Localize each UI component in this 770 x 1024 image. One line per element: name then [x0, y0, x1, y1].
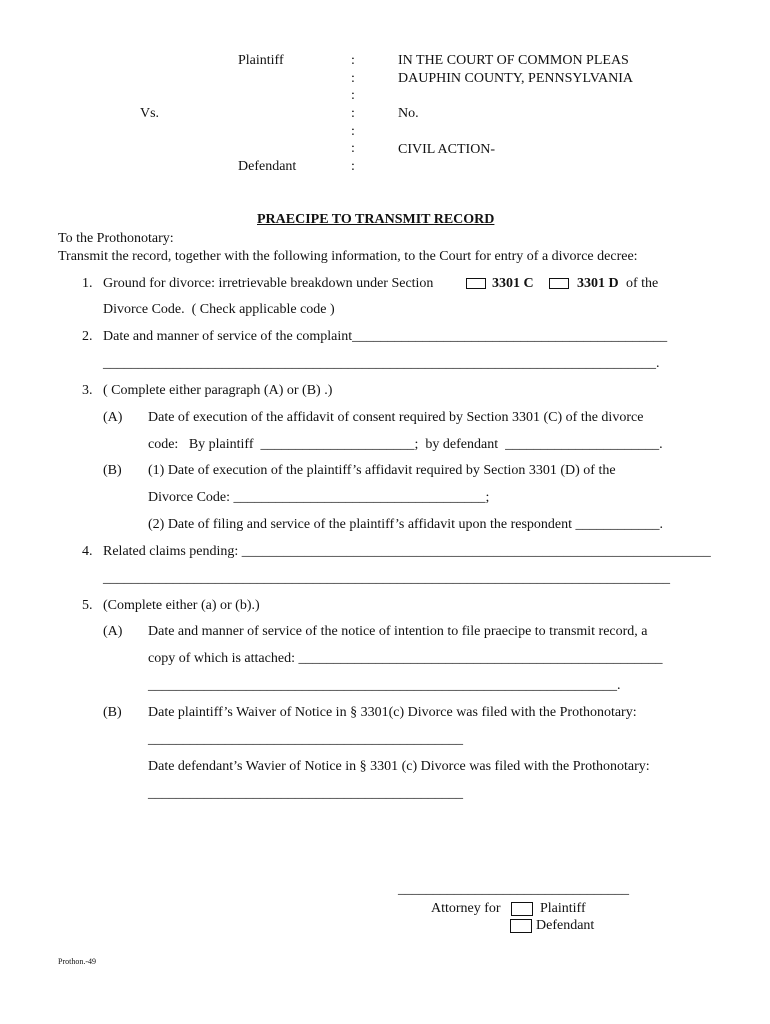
item-5a-text: Date and manner of service of the notice of intention to file praecipe to transmit record, a — [148, 624, 648, 639]
intro-salutation: To the Prothonotary: — [58, 231, 174, 246]
attorney-for-label: Attorney for — [431, 901, 501, 916]
item-2-number: 2. — [82, 329, 93, 344]
vs-label: Vs. — [140, 106, 160, 121]
related-claims-field-line2[interactable]: _________________________________________________________________________________ — [103, 571, 670, 586]
item-5-number: 5. — [82, 598, 93, 613]
notice-service-field[interactable]: copy of which is attached: ____________________________________________________ — [148, 651, 663, 666]
item-3b-label: (B) — [103, 463, 122, 478]
item-5b-label: (B) — [103, 705, 122, 720]
section-3301d-checkbox[interactable] — [549, 278, 569, 289]
attorney-for-defendant-checkbox[interactable] — [510, 919, 532, 933]
item-5b-text: Date plaintiff’s Waiver of Notice in § 3301(c) Divorce was filed with the Prothonotary: — [148, 705, 637, 720]
defendant-label: Defendant — [238, 159, 297, 174]
defendant-waiver-date-field[interactable]: _____________________________________________ — [148, 786, 463, 801]
case-number-label: No. — [398, 106, 419, 121]
form-id: Prothon.-49 — [58, 957, 96, 966]
section-3301c-label: 3301 C — [492, 276, 534, 291]
item-5a-label: (A) — [103, 624, 123, 639]
plaintiff-label: Plaintiff — [238, 53, 284, 68]
plaintiff-affidavit-date-field[interactable]: Divorce Code: ____________________________________; — [148, 490, 490, 505]
item-5-text: (Complete either (a) or (b).) — [103, 598, 260, 613]
civil-action-label: CIVIL ACTION- — [398, 142, 496, 157]
section-3301c-checkbox[interactable] — [466, 278, 486, 289]
plaintiff-waiver-date-field[interactable]: _____________________________________________ — [148, 732, 463, 747]
notice-service-field-line2[interactable]: ___________________________________________________________________. — [148, 678, 621, 693]
related-claims-field[interactable]: Related claims pending: ___________________________________________________________________ — [103, 544, 711, 559]
complaint-service-field[interactable]: Date and manner of service of the complaint_____________________________________________ — [103, 329, 668, 344]
item-1-number: 1. — [82, 276, 93, 291]
attorney-for-defendant-label: Defendant — [536, 918, 595, 933]
court-name-line2: DAUPHIN COUNTY, PENNSYLVANIA — [398, 71, 634, 86]
complaint-service-field-line2[interactable]: _______________________________________________________________________________. — [103, 356, 660, 371]
item-3-text: ( Complete either paragraph (A) or (B) .) — [103, 383, 333, 398]
item-3a-text: Date of execution of the affidavit of consent required by Section 3301 (C) of the divorce — [148, 410, 644, 425]
item-5b-defendant-text: Date defendant’s Wavier of Notice in § 3301 (c) Divorce was filed with the Prothonotary: — [148, 759, 650, 774]
page-title: PRAECIPE TO TRANSMIT RECORD — [257, 212, 495, 227]
consent-affidavit-dates-field[interactable]: code: By plaintiff ______________________; by defendant ______________________. — [148, 437, 663, 452]
court-name-line1: IN THE COURT OF COMMON PLEAS — [398, 53, 629, 68]
attorney-for-plaintiff-checkbox[interactable] — [511, 902, 533, 916]
item-1-line2: Divorce Code. ( Check applicable code ) — [103, 302, 335, 317]
item-4-number: 4. — [82, 544, 93, 559]
item-1-text: Ground for divorce: irretrievable breakdown under Section — [103, 276, 434, 291]
item-3-number: 3. — [82, 383, 93, 398]
attorney-signature-line[interactable]: _________________________________ — [398, 882, 629, 897]
intro-instruction: Transmit the record, together with the following information, to the Court for entry of a divorce decree: — [58, 249, 638, 264]
item-3a-label: (A) — [103, 410, 123, 425]
attorney-for-plaintiff-label: Plaintiff — [540, 901, 586, 916]
item-1-text-end: of the — [626, 276, 659, 291]
affidavit-filing-date-field[interactable]: (2) Date of filing and service of the plaintiff’s affidavit upon the respondent ____________. — [148, 517, 664, 532]
item-3b-text: (1) Date of execution of the plaintiff’s affidavit required by Section 3301 (D) of the — [148, 463, 616, 478]
section-3301d-label: 3301 D — [577, 276, 619, 291]
